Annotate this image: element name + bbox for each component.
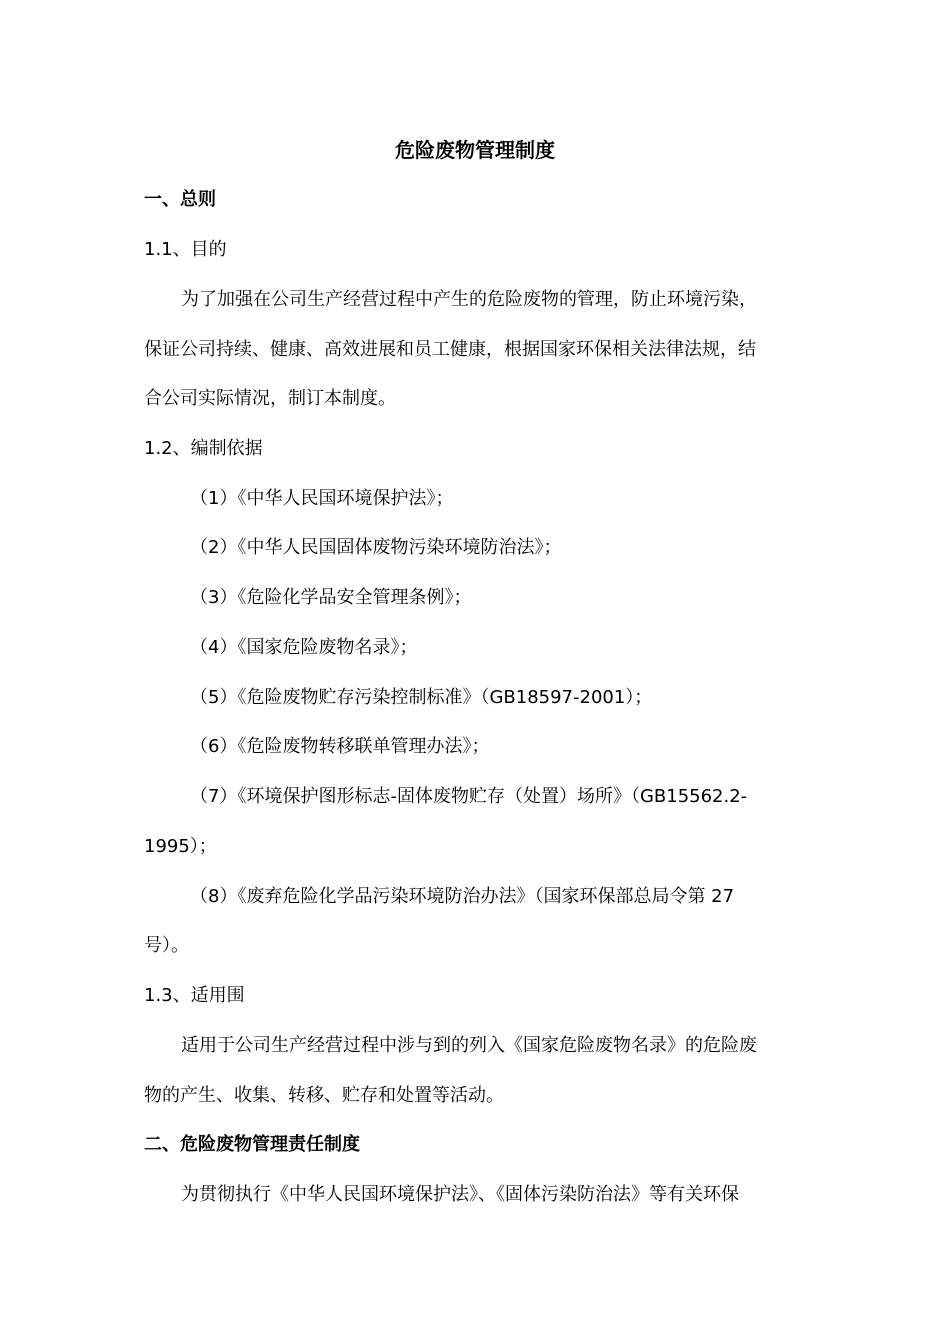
subsection-heading-basis: 1.2、编制依据 (144, 438, 263, 459)
purpose-paragraph-line: 保证公司持续、健康、高效进展和员工健康，根据国家环保相关法律法规，结 (144, 339, 756, 360)
basis-list-item-continuation: 1995）； (144, 836, 217, 857)
subsection-heading-scope: 1.3、适用围 (144, 985, 245, 1006)
purpose-paragraph-line: 为了加强在公司生产经营过程中产生的危险废物的管理，防止环境污染， (181, 289, 757, 310)
basis-list-item: （2）《中华人民国固体废物污染环境防治法》； (190, 537, 562, 558)
scope-paragraph-line: 物的产生、收集、转移、贮存和处置等活动。 (144, 1085, 504, 1106)
basis-list-item: （6）《危险废物转移联单管理办法》； (190, 736, 490, 757)
basis-list-item: （4）《国家危险废物名录》； (190, 637, 418, 658)
responsibility-paragraph-line: 为贯彻执行《中华人民国环境保护法》、《固体污染防治法》等有关环保 (181, 1184, 739, 1205)
subsection-heading-purpose: 1.1、目的 (144, 239, 227, 260)
section-heading-general: 一、总则 (144, 189, 216, 210)
scope-paragraph-line: 适用于公司生产经营过程中涉与到的列入《国家危险废物名录》的危险废 (181, 1035, 757, 1056)
basis-list-item-continuation: 号）。 (144, 935, 189, 956)
basis-list-item: （1）《中华人民国环境保护法》； (190, 488, 454, 509)
basis-list-item: （8）《废弃危险化学品污染环境防治办法》（国家环保部总局令第 27 (190, 886, 735, 907)
basis-list-item: （7）《环境保护图形标志-固体废物贮存（处置）场所》（GB15562.2- (190, 786, 748, 807)
document-title: 危险废物管理制度 (395, 138, 555, 162)
basis-list-item: （3）《危险化学品安全管理条例》； (190, 587, 472, 608)
basis-list-item: （5）《危险废物贮存污染控制标准》（GB18597-2001）； (190, 687, 653, 708)
purpose-paragraph-line: 合公司实际情况，制订本制度。 (144, 388, 396, 409)
section-heading-responsibility: 二、危险废物管理责任制度 (144, 1134, 360, 1155)
